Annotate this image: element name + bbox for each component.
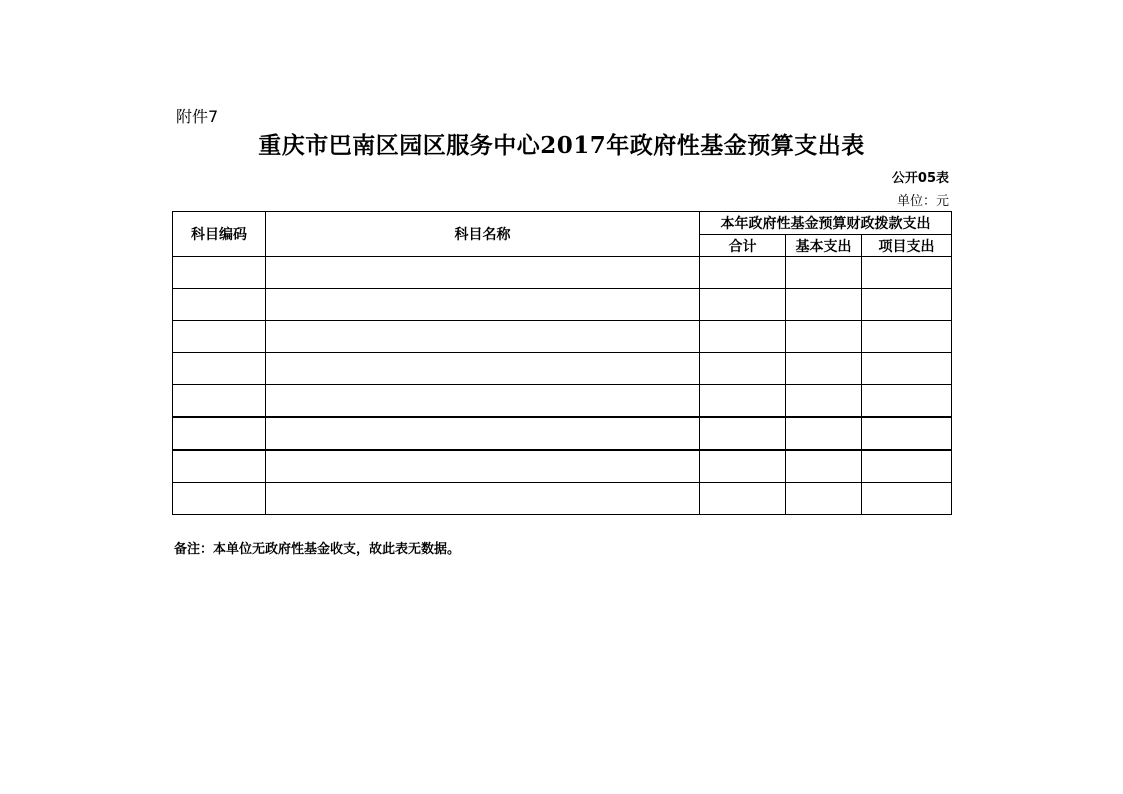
cell-project [862,353,952,385]
cell-code [173,483,266,515]
header-project-expenditure: 项目支出 [862,235,952,257]
cell-name [266,257,700,289]
cell-total [700,257,786,289]
cell-basic [786,257,862,289]
cell-total [700,483,786,515]
cell-code [173,257,266,289]
header-subject-code: 科目编码 [173,212,266,257]
table-row [173,417,952,450]
table-row [173,450,952,483]
table-row [173,353,952,385]
cell-code [173,321,266,353]
budget-table [172,211,952,515]
cell-code [173,385,266,418]
cell-basic [786,483,862,515]
cell-name [266,353,700,385]
cell-basic [786,417,862,450]
cell-project [862,257,952,289]
table-row [173,483,952,515]
cell-project [862,417,952,450]
header-total: 合计 [700,235,786,257]
cell-name [266,385,700,418]
header-subject-name: 科目名称 [266,212,700,257]
cell-project [862,483,952,515]
remark-note: 备注：本单位无政府性基金收支，故此表无数据。 [174,542,461,557]
cell-total [700,450,786,483]
cell-basic [786,353,862,385]
cell-project [862,385,952,418]
table-row [173,321,952,353]
cell-basic [786,289,862,321]
cell-code [173,289,266,321]
cell-project [862,450,952,483]
cell-code [173,450,266,483]
cell-project [862,321,952,353]
cell-basic [786,385,862,418]
attachment-label: 附件7 [176,107,219,126]
cell-basic [786,321,862,353]
header-basic-expenditure: 基本支出 [786,235,862,257]
cell-basic [786,450,862,483]
cell-total [700,321,786,353]
cell-name [266,289,700,321]
cell-total [700,417,786,450]
cell-code [173,417,266,450]
cell-name [266,450,700,483]
table-row [173,385,952,418]
header-fund-expenditure-group: 本年政府性基金预算财政拨款支出 [700,212,952,235]
table-row [173,289,952,321]
cell-name [266,483,700,515]
table-row [173,257,952,289]
cell-name [266,417,700,450]
cell-name [266,321,700,353]
cell-total [700,385,786,418]
unit-label: 单位：元 [896,194,949,209]
cell-total [700,353,786,385]
form-number: 公开05表 [891,171,949,186]
page-title: 重庆市巴南区园区服务中心2017年政府性基金预算支出表 [258,132,865,159]
cell-total [700,289,786,321]
cell-project [862,289,952,321]
cell-code [173,353,266,385]
